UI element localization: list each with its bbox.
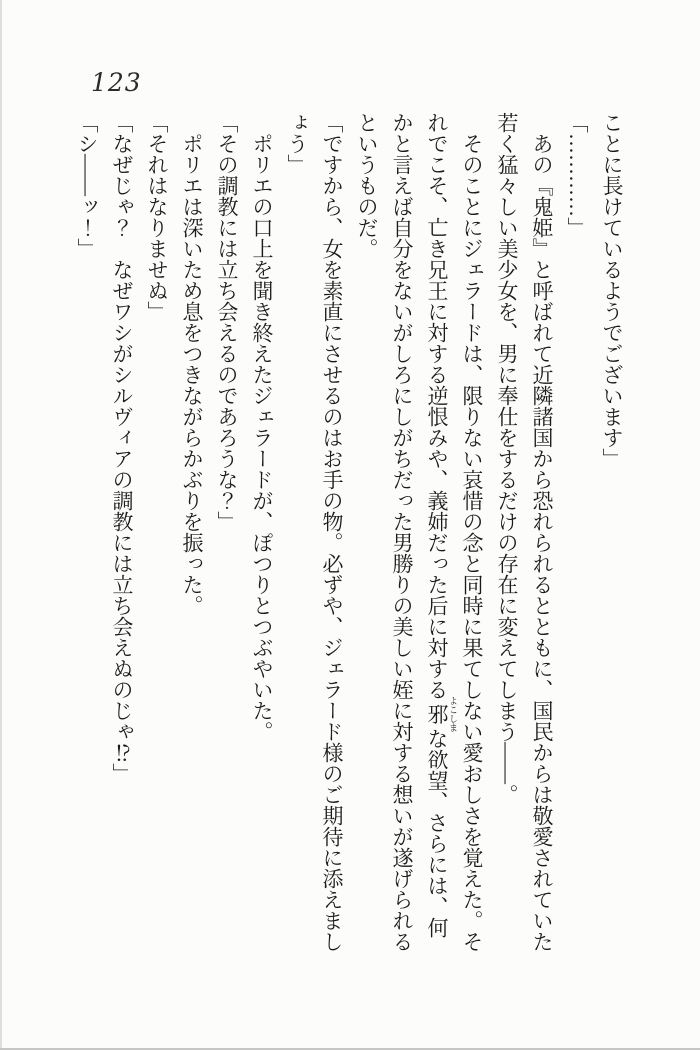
- page-number: 123: [91, 68, 142, 97]
- paragraph: 「なぜじゃ？ なぜワシがシルヴィアの調教には立ち会えぬのじゃ⁉」: [110, 112, 134, 784]
- paragraph: ことに長けているようでございます」: [600, 112, 624, 469]
- paragraph: そのことにジェラードは、限りない哀惜の念と同時に果てしない愛おしさを覚えた。それでこそ、亡き兄王に対する逆恨みや、義姉だった后に対する邪 よこしまな欲望、さらには、何かと言えば自分をないがしろにしがちだった男勝りの美しい姪に対する想いが遂げられるというものだ。: [355, 112, 484, 952]
- paragraph: 「その調教には立ち会えるのであろうな？」: [215, 112, 239, 532]
- scan-edge-left: [0, 0, 2, 1050]
- paragraph: 「それはなりませぬ」: [145, 112, 169, 322]
- paragraph: ポリエの口上を聞き終えたジェラードが、ぽつりとつぶやいた。: [250, 133, 274, 742]
- paragraph: あの『鬼姫』と呼ばれて近隣諸国から恐れられるとともに、国民からは敬愛されていた若く猛々しい美少女を、男に奉仕をするだけの存在に変えてしまう――。: [495, 112, 554, 952]
- paragraph: 「ですから、女を素直にさせるのはお手の物。必ずや、ジェラード様のご期待に添えましょう」: [285, 112, 344, 952]
- paragraph: 「シ――ッ！」: [75, 112, 99, 259]
- paragraph: 「…………」: [565, 112, 589, 238]
- text-block: [68, 112, 629, 952]
- furigana-ruby: 邪 よこしま: [425, 696, 458, 732]
- paragraph: ポリエは深いため息をつきながらかぶりを振った。: [180, 133, 204, 616]
